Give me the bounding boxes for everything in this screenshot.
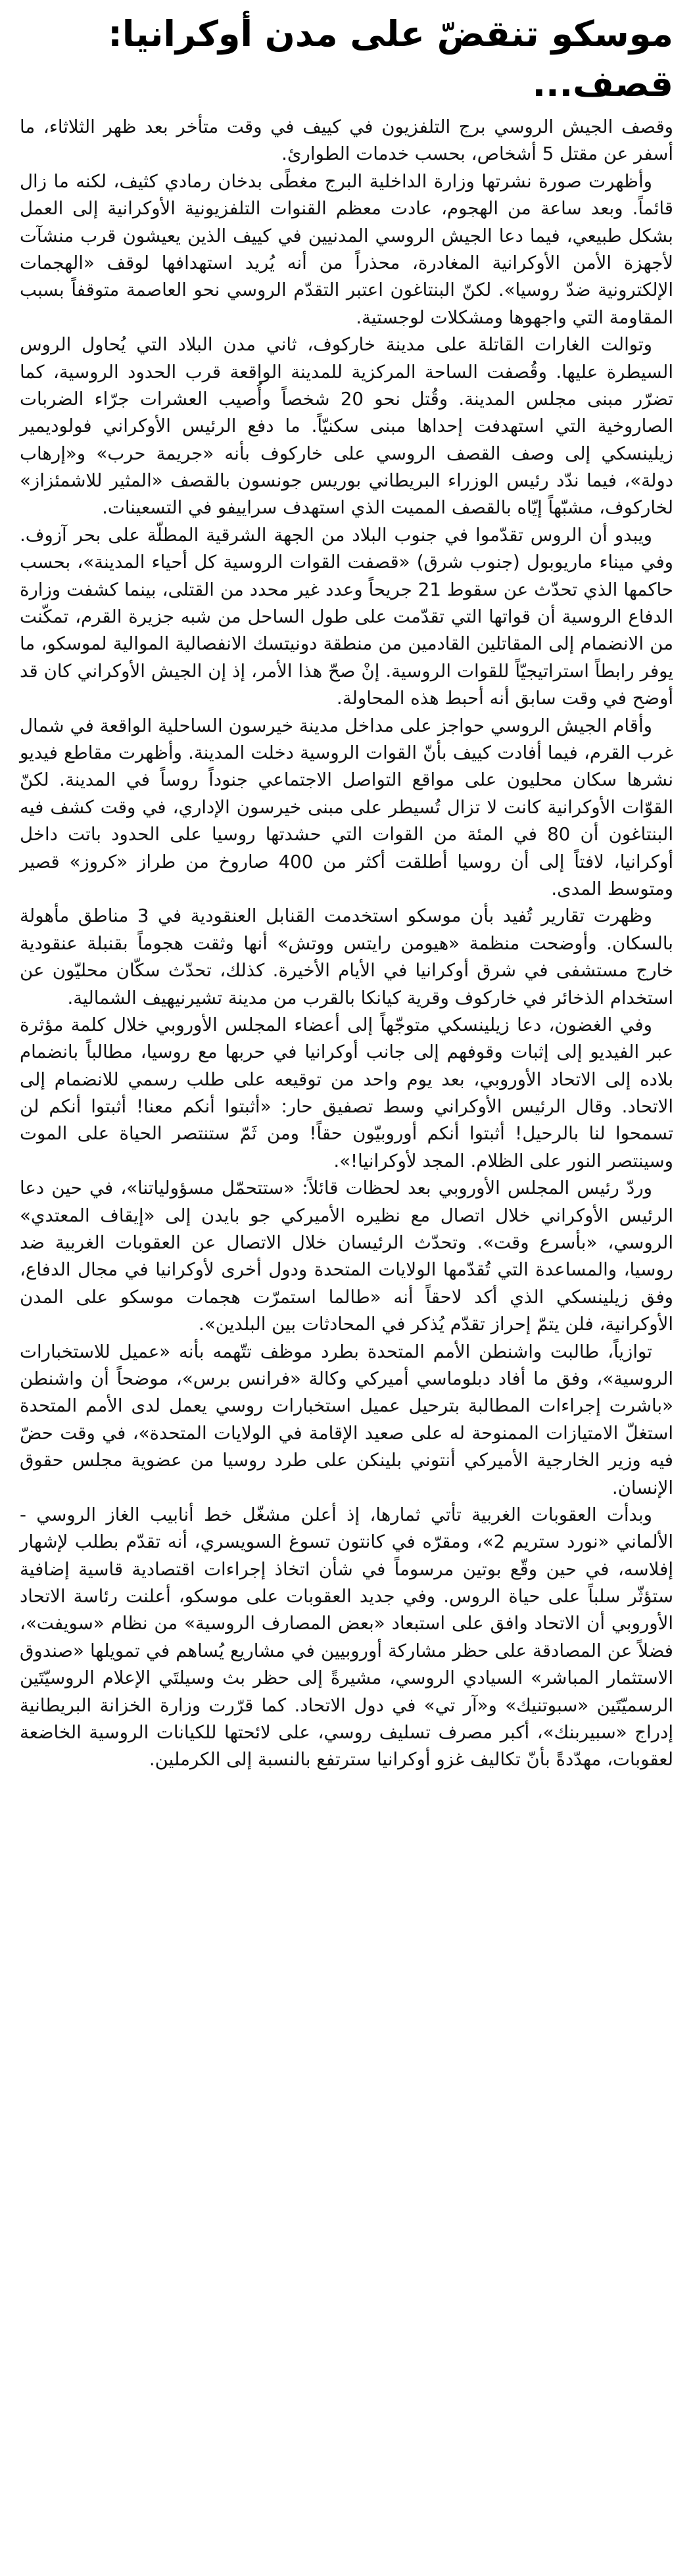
article-headline: موسكو تنقضّ على مدن أوكرانيا: قصف... (108, 13, 673, 105)
article-paragraph: توازياً، طالبت واشنطن الأمم المتحدة بطرد موظف تتّهمه بأنه «عميل للاستخبارات الروسية»، وفق ما أفاد دبلوماسي أميركي وكالة «فرانس برس»، موضحاً أن واشنطن «باشرت إجراءات المطالبة بترحيل عميل استخبارات روسي يعمل لدى الأمم المتحدة استغلّ الامتيازات الممنوحة له على صعيد الإقامة في الولايات المتحدة»، في وقت حضّ فيه وزير الخارجية الأميركي أنتوني بلينكن على طرد روسيا من عضوية مجلس حقوق الإنسان. (20, 1340, 673, 1498)
article-paragraph: وقصف الجيش الروسي برج التلفزيون في كييف في وقت متأخر بعد ظهر الثلاثاء، ما أسفر عن مقتل 5 أشخاص، بحسب خدمات الطوارئ. (20, 116, 673, 165)
article-paragraph: وأظهرت صورة نشرتها وزارة الداخلية البرج مغطًى بدخان رمادي كثيف، لكنه ما زال قائماً. وبعد ساعة من الهجوم، عادت معظم القنوات التلفزيونية الأوكرانية إلى العمل بشكل طبيعي، فيما دعا الجيش الروسي المدنيين في كييف الذين يعيشون قرب منشآت لأجهزة الأمن الأوكرانية المغادرة، محذراً من أنه يُريد استهدافها لوقف «الهجمات الإلكترونية ضدّ روسيا». لكنّ البنتاغون اعتبر التقدّم الروسي نحو العاصمة متوقفاً بسبب المقاومة التي واجهوها ومشكلات لوجستية. (20, 170, 673, 328)
article-body (20, 113, 673, 1773)
article-paragraph: وردّ رئيس المجلس الأوروبي بعد لحظات قائلاً: «ستتحمّل مسؤولياتنا»، في حين دعا الرئيس الأوكراني خلال اتصال مع نظيره الأميركي جو بايدن إلى «إيقاف المعتدي» الروسي، «بأسرع وقت». وتحدّث الرئيسان خلال الاتصال عن العقوبات الغربية ضد روسيا، والمساعدة التي تُقدّمها الولايات المتحدة ودول أخرى لأوكرانيا في مجال الدفاع، وفق زيلينسكي الذي أكد لاحقاً أنه «طالما استمرّت هجمات موسكو على المدن الأوكرانية، فلن يتمّ إحراز تقدّم يُذكر في المحادثات بين البلدين». (20, 1177, 673, 1335)
article-paragraph: ويبدو أن الروس تقدّموا في جنوب البلاد من الجهة الشرقية المطلّة على بحر آزوف. وفي ميناء ماريوبول (جنوب شرق) «قصفت القوات الروسية كل أحياء المدينة»، بحسب حاكمها الذي تحدّث عن سقوط 21 جريحاً وعدد غير محدد من القتلى، بينما كشفت وزارة الدفاع الروسية أن قواتها التي تقدّمت على طول الساحل من شبه جزيرة القرم، تمكّنت من الانضمام إلى المقاتلين القادمين من منطقة دونيتسك الانفصالية الموالية لموسكو، ما يوفر رابطاً استراتيجيّاً للقوات الروسية. إنْ صحّ هذا الأمر، إذ إن الجيش الأوكراني كان قد أوضح في وقت سابق أنه أحبط هذه المحاولة. (20, 523, 673, 709)
article-paragraph: وتوالت الغارات القاتلة على مدينة خاركوف، ثاني مدن البلاد التي يُحاول الروس السيطرة عليها. وقُصفت الساحة المركزية للمدينة الواقعة قرب الحدود الروسية، كما تضرّر مبنى مجلس المدينة. وقُتل نحو 20 شخصاً وأُصيب العشرات جرّاء الضربات الصاروخية التي استهدفت إحداها مبنى سكنيّاً. ما دفع الرئيس الأوكراني فولوديمير زيلينسكي إلى وصف القصف الروسي على خاركوف بأنه «جريمة حرب» و«إرهاب دولة»، فيما ندّد رئيس الوزراء البريطاني بوريس جونسون بالقصف «المثير للاشمئزاز» لخاركوف، مشبّهاً إيّاه بالقصف المميت الذي استهدف سراييفو في التسعينات. (20, 333, 673, 519)
article-paragraph: وبدأت العقوبات الغربية تأتي ثمارها، إذ أعلن مشغّل خط أنابيب الغاز الروسي - الألماني «نورد ستريم 2»، ومقرّه في كانتون تسوغ السويسري، أنه تقدّم بطلب لإشهار إفلاسه، في حين وقّع بوتين مرسوماً في شأن اتخاذ إجراءات اقتصادية قاسية إضافية ستؤثّر سلباً على حياة الروس. وفي جديد العقوبات على موسكو، أعلنت رئاسة الاتحاد الأوروبي أن الاتحاد وافق على استبعاد «بعض المصارف الروسية» من نظام «سويفت»، فضلاً عن المصادقة على حظر مشاركة أوروبيين في مشاريع يُساهم في تمويلها «صندوق الاستثمار المباشر» السيادي الروسي، مشيرةً إلى حظر بث وسيلتَي الإعلام الروسيّتَين الرسميّتَين «سبوتنيك» و«آر تي» في دول الاتحاد. كما قرّرت وزارة الخزانة البريطانية إدراج «سبيربنك»، أكبر مصرف تسليف روسي، على لائحتها للكيانات الروسية الخاضعة لعقوبات، مهدّدةً بأنّ تكاليف غزو أوكرانيا سترتفع بالنسبة إلى الكرملين. (20, 1503, 673, 1771)
article-paragraph: وأقام الجيش الروسي حواجز على مداخل مدينة خيرسون الساحلية الواقعة في شمال غرب القرم، فيما أفادت كييف بأنّ القوات الروسية دخلت المدينة. وأظهرت مقاطع فيديو نشرها سكان محليون على مواقع التواصل الاجتماعي جنوداً روساً في المدينة. لكنّ القوّات الأوكرانية كانت لا تزال تُسيطر على مبنى خيرسون الإداري، في وقت كشف فيه البنتاغون أن 80 في المئة من القوات التي حشدتها روسيا على الحدود باتت داخل أوكرانيا، لافتاً إلى أن روسيا أطلقت أكثر من 400 صاروخ من طراز «كروز» قصير ومتوسط المدى. (20, 714, 674, 899)
article-paragraph: وفي الغضون، دعا زيلينسكي متوجّهاً إلى أعضاء المجلس الأوروبي خلال كلمة مؤثرة عبر الفيديو إلى إثبات وقوفهم إلى جانب أوكرانيا في حربها مع روسيا، مطالباً بانضمام بلاده إلى الاتحاد الأوروبي، بعد يوم واحد من توقيعه على طلب رسمي للانضمام إلى الاتحاد. وقال الرئيس الأوكراني وسط تصفيق حار: «أثبتوا أنكم معنا! أثبتوا أنكم لن تسمحوا لنا بالرحيل! أثبتوا أنكم أوروبيّون حقاً! ومن ثَمّ ستنتصر الحياة على الموت وسينتصر النور على الظلام. المجد لأوكرانيا!». (20, 1013, 673, 1172)
article-paragraph: وظهرت تقارير تُفيد بأن موسكو استخدمت القنابل العنقودية في 3 مناطق مأهولة بالسكان. وأوضحت منظمة «هيومن رايتس ووتش» أنها وثقت هجوماً بقنبلة عنقودية خارج مستشفى في شرق أوكرانيا في الأيام الأخيرة. كذلك، تحدّث سكّان محليّون عن استخدام الذخائر في خاركوف وقرية كيانكا بالقرب من مدينة تشيرنيهيف الشمالية. (20, 905, 673, 1009)
